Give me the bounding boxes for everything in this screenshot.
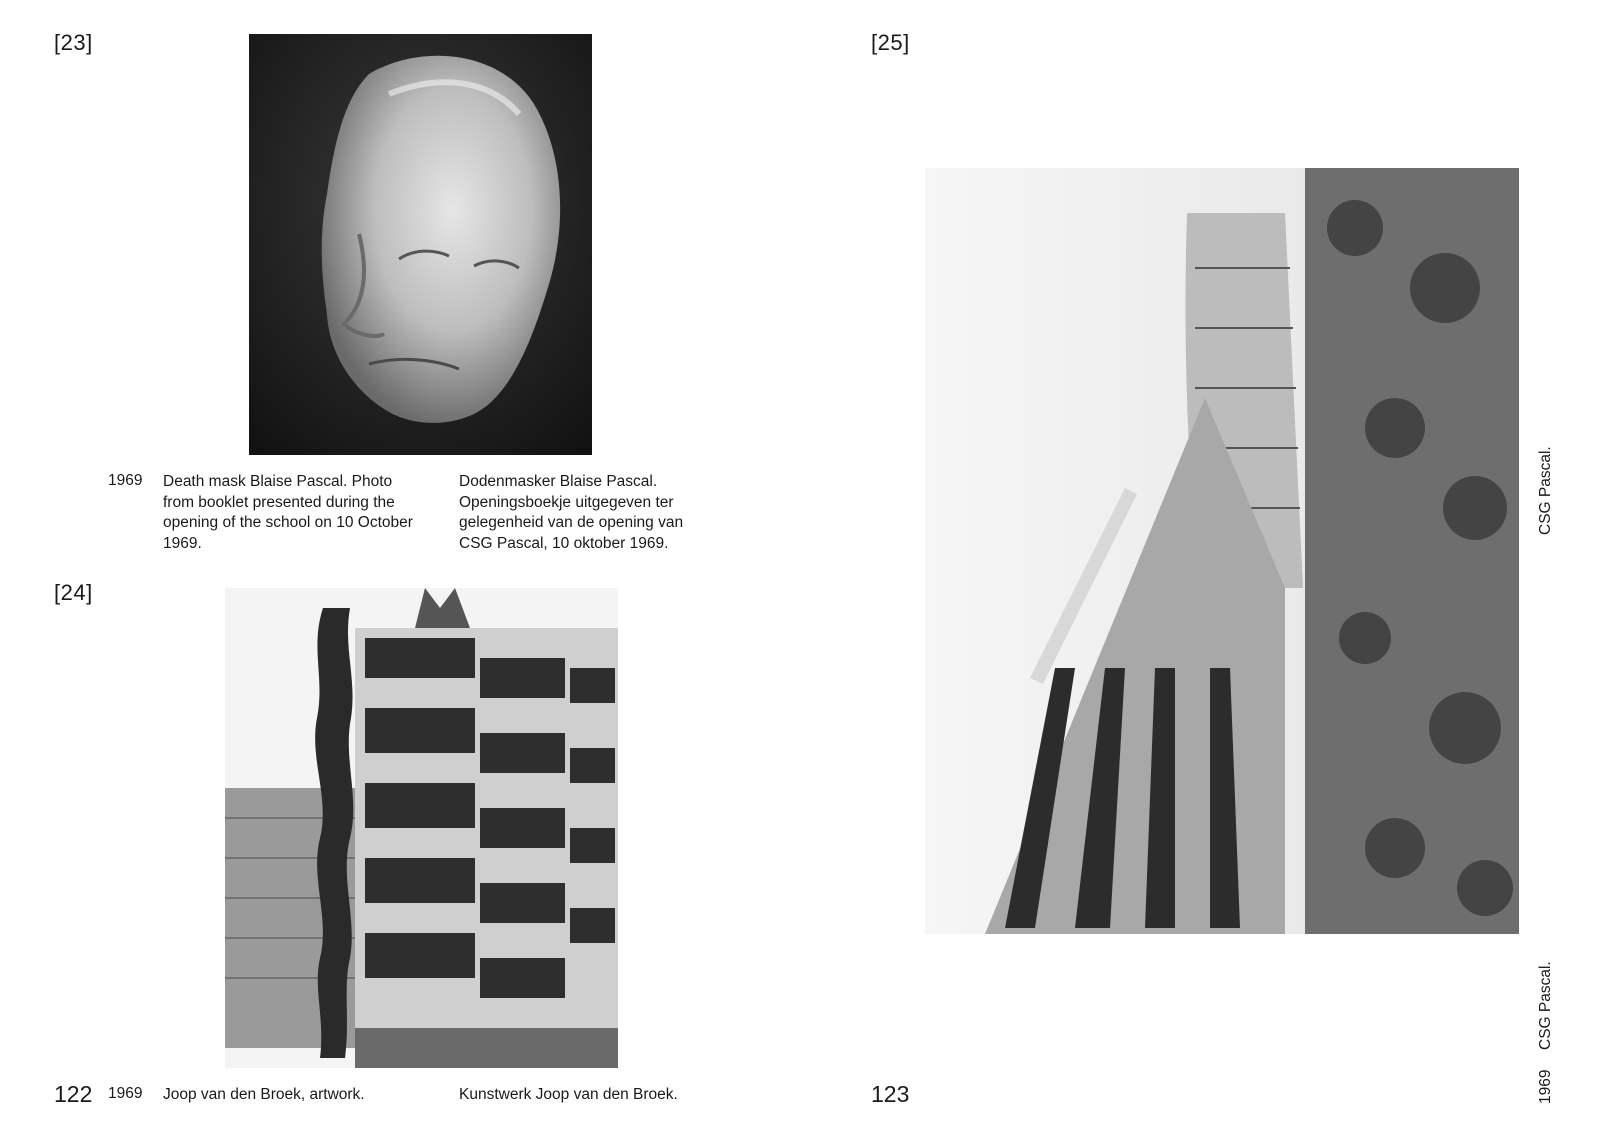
caption-nl-24: Kunstwerk Joop van den Broek. <box>459 1086 678 1103</box>
caption-en-24: Joop van den Broek, artwork. <box>163 1086 365 1103</box>
figure-label-23: [23] <box>54 30 93 55</box>
figure-label-25: [25] <box>871 30 910 55</box>
running-caption-text: CSG Pascal. <box>1537 961 1554 1050</box>
caption-year-24: 1969 <box>108 1085 143 1102</box>
caption-en-23: Death mask Blaise Pascal. Photo from booklet presented during the opening of the school on 10 October 1969. <box>163 473 413 552</box>
caption-year-23: 1969 <box>108 472 143 489</box>
photo-csg-pascal-building <box>925 168 1519 934</box>
figure-label-24: [24] <box>54 580 93 605</box>
side-caption-25: CSG Pascal. <box>1537 446 1554 535</box>
photo-death-mask <box>249 34 592 455</box>
page-number-right: 123 <box>871 1081 910 1107</box>
running-caption-year: 1969 <box>1537 1069 1554 1104</box>
photo-building-artwork <box>225 588 618 1068</box>
page-number-left: 122 <box>54 1081 93 1107</box>
caption-nl-23: Dodenmasker Blaise Pascal. Openingsboekje uitgegeven ter gelegenheid van de opening van CSG Pascal, 10 oktober 1969. <box>459 473 684 552</box>
